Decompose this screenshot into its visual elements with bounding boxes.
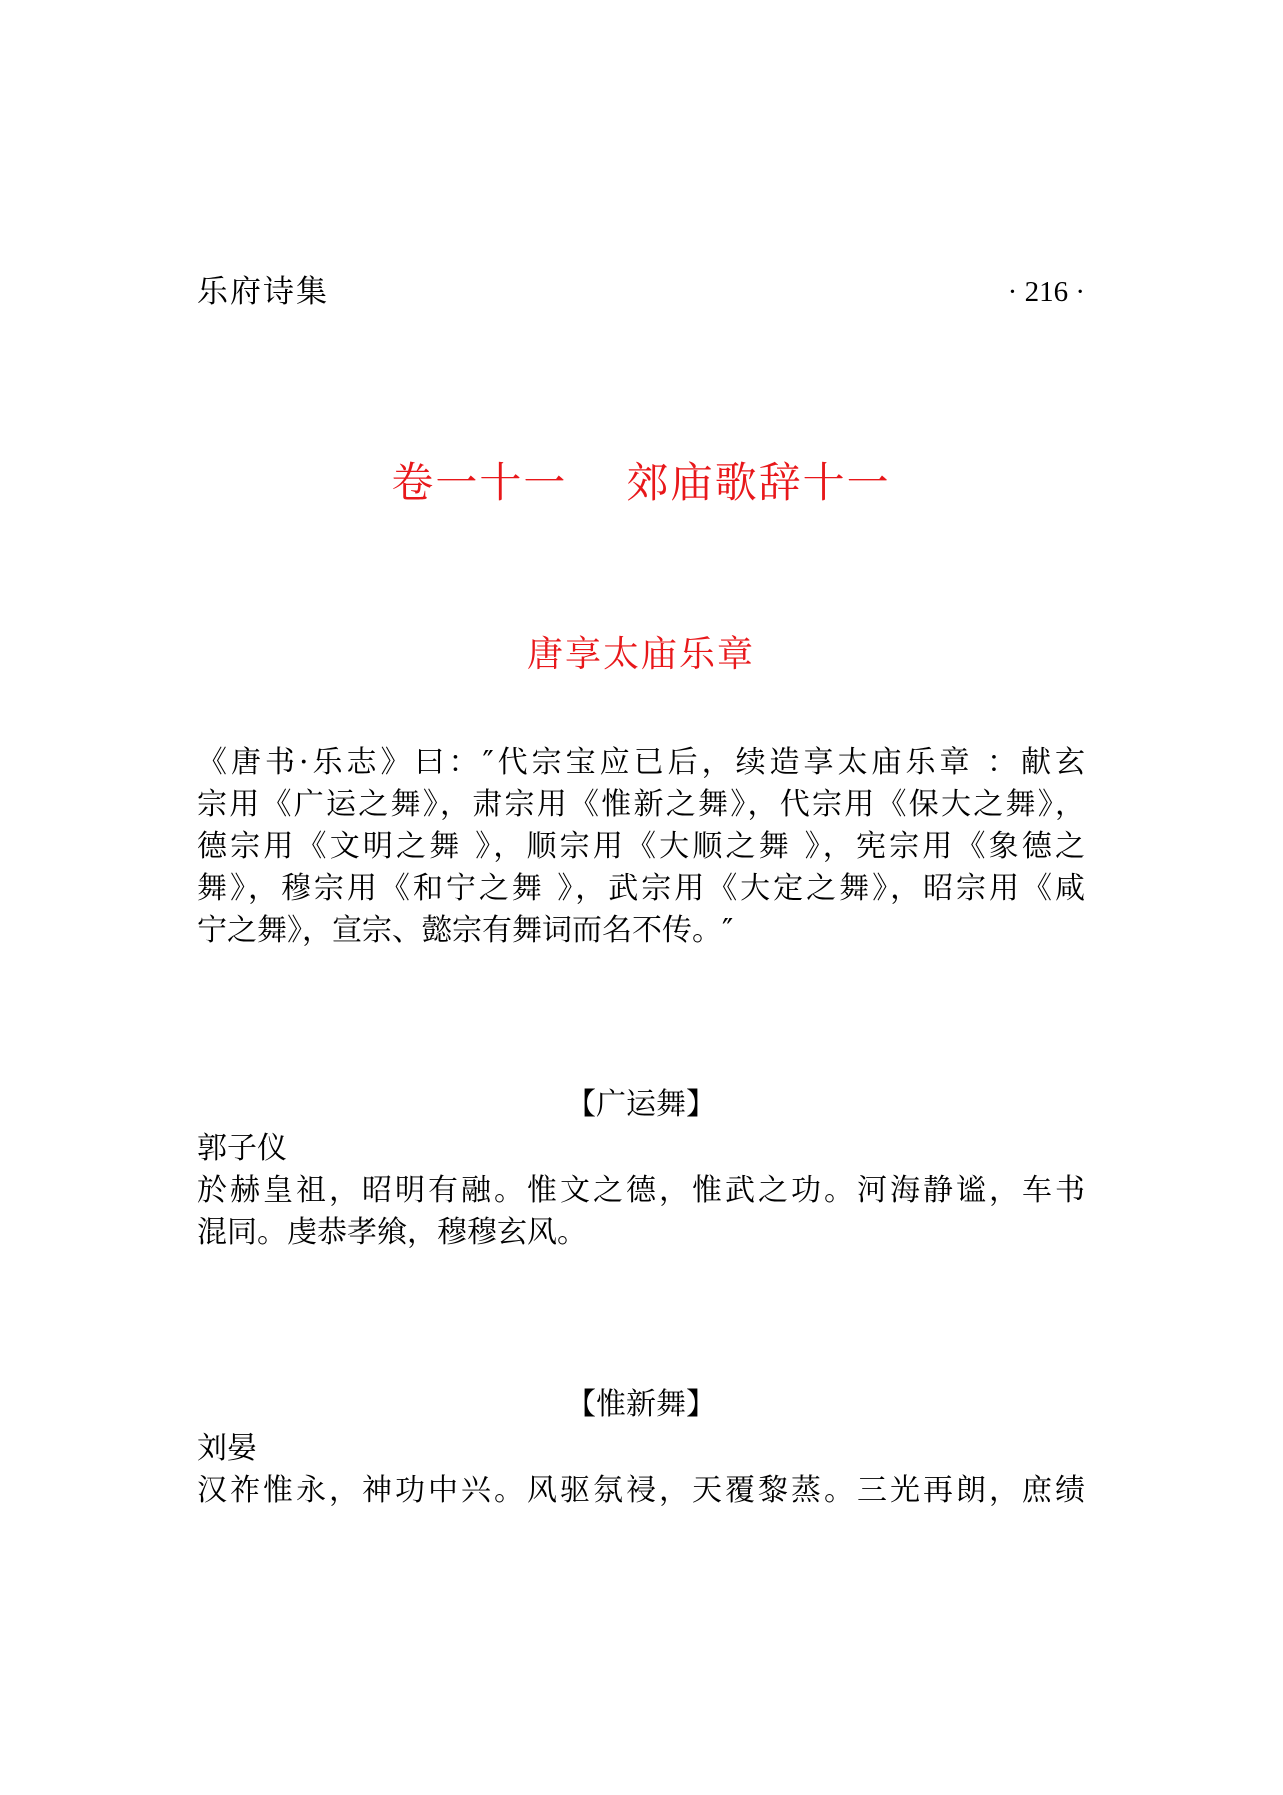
intro-paragraph (197, 742, 1085, 952)
author-name: 郭子仪 (197, 1131, 287, 1166)
book-title: 乐府诗集 (197, 274, 329, 310)
intro-line: 宗用《广运之舞》，肃宗用《惟新之舞》，代宗用《保大之舞》， (197, 787, 1085, 822)
dance-heading-guangyun: 【广运舞】 (566, 1087, 716, 1122)
intro-line: 宁之舞》，宣宗、懿宗有舞词而名不传。″ (197, 913, 734, 948)
chapter-title: 卷一十一 郊庙歌辞十一 (391, 458, 891, 507)
intro-line: 舞》，穆宗用《和宁之舞 》，武宗用《大定之舞》，昭宗用《咸 (197, 871, 1085, 906)
lyric-line: 汉祚惟永，神功中兴。风驱氛祲，天覆黎蒸。三光再朗，庶绩 (197, 1473, 1085, 1508)
dance-lyrics (197, 1170, 1085, 1254)
intro-line: 德宗用《文明之舞 》，顺宗用《大顺之舞 》，宪宗用《象德之 (197, 829, 1085, 864)
intro-line: 《唐书·乐志》曰：″代宗宝应已后，续造享太庙乐章 ：献玄 (197, 745, 1085, 780)
lyric-line: 混同。虔恭孝飨，穆穆玄风。 (197, 1215, 587, 1250)
dance-lyrics (197, 1470, 1085, 1512)
running-header (197, 272, 1085, 312)
dance-author (197, 1428, 1085, 1470)
author-name: 刘晏 (197, 1431, 257, 1466)
page-number: · 216 · (1007, 276, 1085, 308)
section-title: 唐享太庙乐章 (526, 634, 755, 675)
lyric-line: 於赫皇祖，昭明有融。惟文之德，惟武之功。河海静谧，车书 (197, 1173, 1085, 1208)
dance-heading-weixin: 【惟新舞】 (566, 1387, 716, 1422)
dance-author (197, 1128, 1085, 1170)
